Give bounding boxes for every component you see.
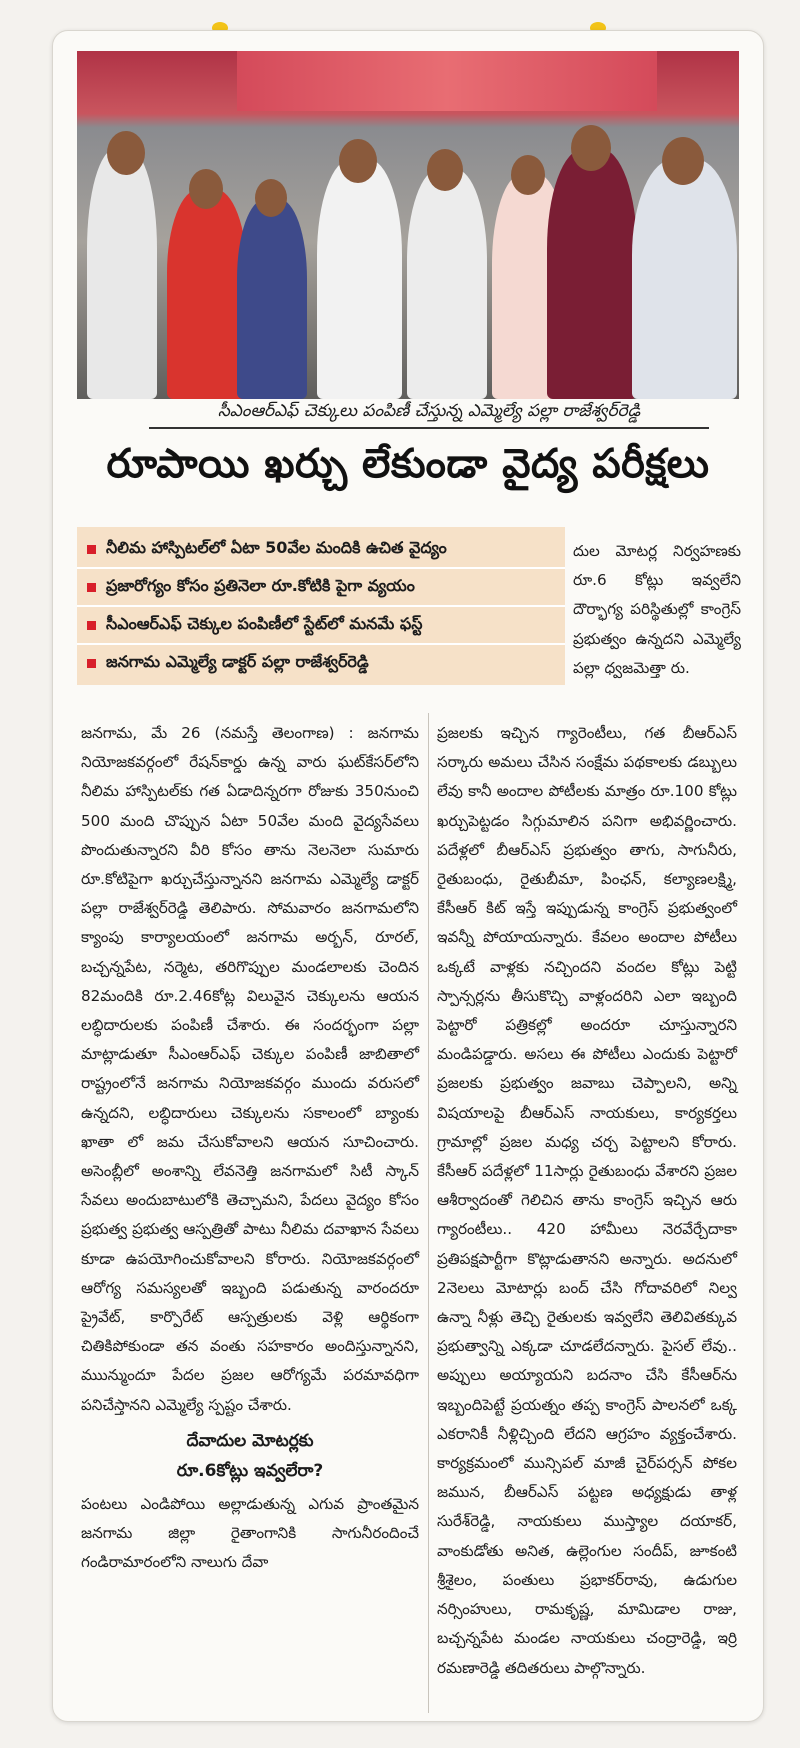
article-paragraph: పంటలు ఎండిపోయి అల్లాడుతున్న ఎగువ ప్రాంతమైన జనగామ జిల్లా రైతాంగానికి సాగునీరందించే గండిరామారంలోని నాలుగు దేవా: [81, 1494, 419, 1572]
article-column-right: [437, 719, 737, 1683]
highlight-item: జనగామ ఎమ్మెల్యే డాక్టర్ పల్లా రాజేశ్వర్‌రెడ్డి: [77, 643, 565, 681]
bullet-square-icon: [87, 545, 96, 554]
highlight-item: సీఎంఆర్ఎఫ్ చెక్కుల పంపిణీలో స్టేట్‌లో మనమే ఫస్ట్: [77, 605, 565, 643]
bullet-square-icon: [87, 659, 96, 668]
news-clipping: [52, 30, 764, 1722]
article-column-left: [81, 719, 419, 1577]
subheading: దేవాదుల మోటర్లకు రూ.6కోట్లు ఇవ్వలేరా?: [176, 1430, 324, 1481]
photo-caption: సీఎంఆర్ఎఫ్ చెక్కులు పంపిణీ చేస్తున్న ఎమ్మెల్యే పల్లా రాజేశ్వర్‌రెడ్డి: [149, 401, 709, 429]
article-column-top-right: దుల మోటర్ల నిర్వహణకు రూ.6 కోట్లు ఇవ్వలేని దౌర్భాగ్య పరిస్థితుల్లో కాంగ్రెస్ ప్రభుత్వం ఉన్నదని ఎమ్మెల్యే పల్లా ధ్వజమెత్తా రు.: [573, 542, 741, 677]
article-paragraph: ప్రజలకు ఇచ్చిన గ్యారెంటీలు, గత బీఆర్ఎస్ సర్కారు అమలు చేసిన సంక్షేమ పథకాలకు డబ్బులు లేవు కానీ అందాల పోటీలకు మాత్రం రూ.100 కోట్లు ఖర్చుపెట్టడం సిగ్గుమాలిన పనిగా అభివర్ణించారు. పదేళ్లలో బీఆర్ఎస్ ప్రభుత్వం తాగు, సాగునీరు, రైతుబంధు, రైతుబీమా, పింఛన్, కల్యాణలక్ష్మి, కేసీఆర్ కిట్ ఇస్తే ఇప్పుడున్న కాంగ్రెస్ ప్రభుత్వంలో ఇవన్నీ పోయాయన్నారు. కేవలం అందాల పోటీలు ఒక్కటే వాళ్లకు నచ్చిందని వందల కోట్లు పెట్టి స్పాన్సర్లను తీసుకొచ్చి వాళ్లందరిని ఎలా ఇబ్బంది పెట్టారో పత్రికల్లో అందరూ చూస్తున్నారని మండిపడ్డారు. అసలు ఈ పోటీలు ఎందుకు పెట్టారో ప్రజలకు ప్రభుత్వం జవాబు చెప్పాలని, అన్ని విషయాలపై బీఆర్ఎస్ నాయకులు, కార్యకర్తలు గ్రామాల్లో ప్రజల మధ్య చర్చ పెట్టాలని కోరారు. కేసీఆర్ పదేళ్లలో 11సార్లు రైతుబంధు వేశారని ప్రజల ఆశీర్వాదంతో గెలిచిన తాను కాంగ్రెస్ ఇచ్చిన ఆరు గ్యారంటీలు.. 420 హామీలు నెరవేర్చేదాకా ప్రతిపక్షపార్టీగా కొట్లాడుతానని అన్నారు. అదనులో 2నెలలు మోటార్లు బంద్ చేసి గోదావరిలో నిల్వ ఉన్నా నీళ్లు తెచ్చి రైతులకు ఇవ్వలేని తెలివితక్కువ ప్రభుత్వాన్ని ఎక్కడా చూడలేదన్నారు. పైసల్ లేవు.. అప్పులు అయ్యాయని బదనాం చేసి కేసీఆర్‌ను ఇబ్బందిపెట్టే ప్రయత్నం తప్ప కాంగ్రెస్ పాలనలో ఒక్క ఎకరానికీ నీళ్లిచ్చింది లేదని ఆగ్రహం వ్యక్తంచేశారు. కార్యక్రమంలో మున్సిపల్ మాజీ చైర్‌పర్సన్ పోకల జమున, బీఆర్ఎస్ పట్టణ అధ్యక్షుడు తాళ్ల సురేశ్‌రెడ్డి, నాయకులు ముస్త్యాల దయాకర్, వాంకుడోతు అనిత, ఉల్లెంగుల సందీప్, జూకంటి శ్రీశైలం, పంతులు ప్రభాకర్‌రావు, ఉడుగుల నర్సింహులు, రామకృష్ణ, మామిడాల రాజు, బచ్చన్నపేట మండల నాయకులు చంద్రారెడ్డి, ఇర్రి రమణారెడ్డి తదితరులు పాల్గొన్నారు.: [437, 724, 737, 1677]
column-divider: [428, 713, 429, 1713]
bullet-square-icon: [87, 583, 96, 592]
highlights-box: [77, 527, 565, 685]
event-photo: [77, 51, 739, 399]
article-paragraph: జనగామ, మే 26 (నమస్తే తెలంగాణ) : జనగామ నియోజకవర్గంలో రేషన్‌కార్డు ఉన్న వారు ఘట్‌కేసర్‌లోని నీలిమ హాస్పిటల్‌కు గత ఏడాదిన్నరగా రోజుకు 350నుంచి 500 మంది చొప్పున ఏటా 50వేల మంది వైద్యసేవలు పొందుతున్నారని వీరి కోసం తాను నెలనెలా సుమారు రూ.కోటిపైగా ఖర్చుచేస్తున్నానని జనగామ ఎమ్మెల్యే డాక్టర్ పల్లా రాజేశ్వర్‌రెడ్డి తెలిపారు. సోమవారం జనగామలోని క్యాంపు కార్యాలయంలో జనగామ అర్బన్, రూరల్, బచ్చన్నపేట, నర్మెట, తరిగొప్పుల మండలాలకు చెందిన 82మందికి రూ.2.46కోట్ల విలువైన చెక్కులను ఆయన లబ్ధిదారులకు పంపిణీ చేశారు. ఈ సందర్భంగా పల్లా మాట్లాడుతూ సీఎంఆర్ఎఫ్ చెక్కుల పంపిణీ జాబితాలో రాష్ట్రంలోనే జనగామ నియోజకవర్గం ముందు వరుసలో ఉన్నదని, లబ్ధిదారులు చెక్కులను సకాలంలో బ్యాంకు ఖాతా లో జమ చేసుకోవాలని ఆయన సూచించారు. అసెంబ్లీలో అంశాన్ని లేవనెత్తి జనగామలో సిటీ స్కాన్ సేవలు అందుబాటులోకి తెచ్చామని, పేదలు వైద్యం కోసం ప్రభుత్వ ప్రభుత్వ ఆస్పత్రితో పాటు నీలిమ దవాఖాన సేవలు కూడా ఉపయోగించుకోవాలని కోరారు. నియోజకవర్గంలో ఆరోగ్య సమస్యలతో ఇబ్బంది పడుతున్న వారందరూ ప్రైవేట్, కార్పొరేట్ ఆస్పత్రులకు వెళ్లి ఆర్థికంగా చితికిపోకుండా తన వంతు సహకారం అందిస్తున్నానని, ముున్ముందూ పేదల ప్రజల ఆరోగ్యమే పరమావధిగా పనిచేస్తానని ఎమ్మెల్యే స్పష్టం చేశారు.: [81, 724, 419, 1414]
photo-banner: [237, 51, 657, 111]
highlight-item: ప్రజారోగ్యం కోసం ప్రతినెలా రూ.కోటికి పైగా వ్యయం: [77, 567, 565, 605]
highlight-item: నీలిమ హాస్పిటల్‌లో ఏటా 50వేల మందికి ఉచిత వైద్యం: [77, 531, 565, 567]
bullet-square-icon: [87, 621, 96, 630]
headline: రూపాయి ఖర్చు లేకుండా వైద్య పరీక్షలు: [106, 441, 710, 487]
